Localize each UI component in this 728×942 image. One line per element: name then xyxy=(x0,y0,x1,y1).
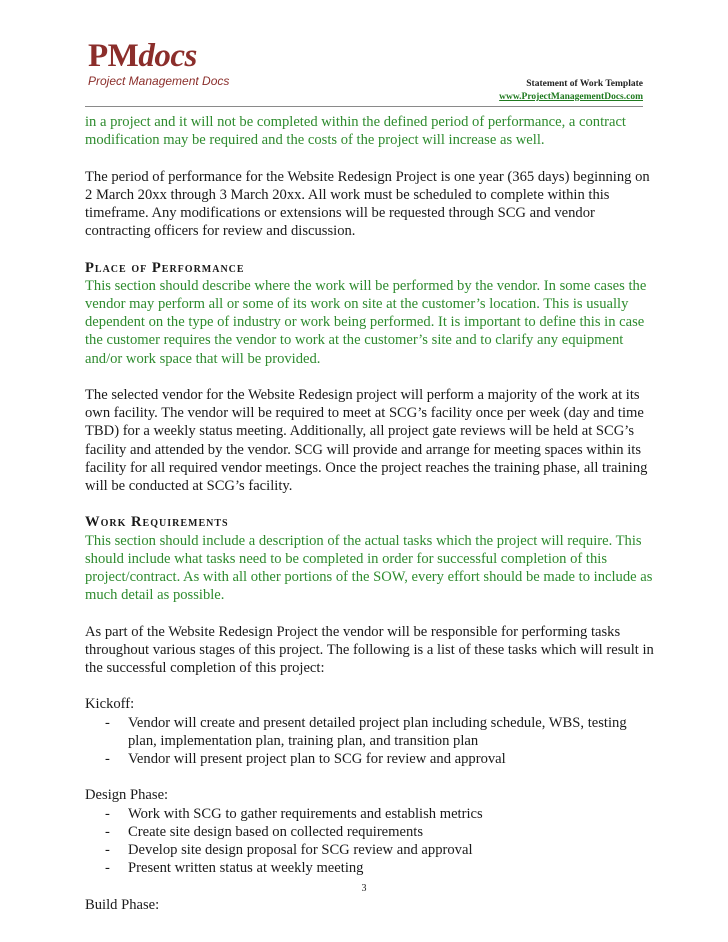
page-number: 3 xyxy=(361,883,367,894)
list-item xyxy=(85,714,657,750)
list-item-text: Vendor will present project plan to SCG for review and approval xyxy=(128,751,506,768)
document-title: Statement of Work Template xyxy=(526,79,643,89)
dash-bullet: - xyxy=(105,714,110,731)
place-section xyxy=(85,259,657,368)
intro-text: The period of performance for the Website Redesign Project is one year (365 days) beginning on 2 March 20xx through 3 March 20xx. All work must be scheduled to complete within this timeframe. Any modifications or extensions will be requested through SCG and vendor contracting officers for review and discussion. xyxy=(85,168,650,240)
document-body xyxy=(85,113,657,914)
place-text: The selected vendor for the Website Redesign project will perform a majority of the work at its own facility. The vendor will be required to meet at SCG’s facility once per week (day and time TBD) for a weekly status meeting. Additionally, all project gate reviews will be held at SCG’s facility and attended by the vendor. SCG will provide and arrange for meeting spaces within its facility for all required vendor meetings. Once the project reaches the training phase, all training will be conducted at SCG’s facility. xyxy=(85,387,648,495)
design-label: Design Phase: xyxy=(85,787,169,804)
place-heading: Place of Performance xyxy=(85,259,245,276)
build-label: Build Phase: xyxy=(85,896,160,913)
logo-subtitle: Project Management Docs xyxy=(88,74,230,88)
list-item xyxy=(85,823,657,841)
pmdocs-logo xyxy=(88,40,288,88)
design-list xyxy=(85,805,657,878)
list-item xyxy=(85,750,657,768)
logo-pm: PM xyxy=(88,38,139,74)
work-section xyxy=(85,513,657,604)
header-divider xyxy=(85,106,643,107)
list-item-text: Work with SCG to gather requirements and establish metrics xyxy=(128,805,483,822)
kickoff-list xyxy=(85,714,657,769)
kickoff-label: Kickoff: xyxy=(85,696,135,713)
dash-bullet: - xyxy=(105,751,110,768)
list-item xyxy=(85,805,657,823)
dash-bullet: - xyxy=(105,805,110,822)
work-guidance: This section should include a description of the actual tasks which the project will require. This should include what tasks need to be completed in order for successful completion of this project/contract. As with all other portions of the SOW, every effort should be made to include as much detail as possible. xyxy=(85,532,653,604)
list-item-text: Vendor will create and present detailed project plan including schedule, WBS, testing plan, implementation plan, training plan, and transition plan xyxy=(128,714,627,749)
list-item-text: Present written status at weekly meeting xyxy=(128,860,364,877)
list-item-text: Create site design based on collected requirements xyxy=(128,823,424,840)
place-guidance: This section should describe where the work will be performed by the vendor. In some cases the vendor may perform all or some of its work on site at the customer’s location. This is usually dependent on the type of industry or work being performed. It is important to define this in case the customer requires the vendor to work at the customer’s site and to clarify any equipment and/or work space that will be provided. xyxy=(85,277,647,367)
list-item xyxy=(85,841,657,859)
website-link[interactable]: www.ProjectManagementDocs.com xyxy=(499,92,643,102)
dash-bullet: - xyxy=(105,823,110,840)
work-heading: Work Requirements xyxy=(85,514,229,531)
logo-wordmark xyxy=(88,40,288,73)
intro-guidance: in a project and it will not be completed within the defined period of performance, a contract modification may be required and the costs of the project will increase as well. xyxy=(85,114,626,149)
logo-docs: docs xyxy=(138,38,197,74)
header-info xyxy=(499,78,643,104)
dash-bullet: - xyxy=(105,860,110,877)
dash-bullet: - xyxy=(105,842,110,859)
list-item xyxy=(85,859,657,877)
list-item-text: Develop site design proposal for SCG review and approval xyxy=(128,842,473,859)
work-text: As part of the Website Redesign Project the vendor will be responsible for performing tasks throughout various stages of this project. The following is a list of these tasks which will result in the successful completion of this project: xyxy=(85,623,654,677)
